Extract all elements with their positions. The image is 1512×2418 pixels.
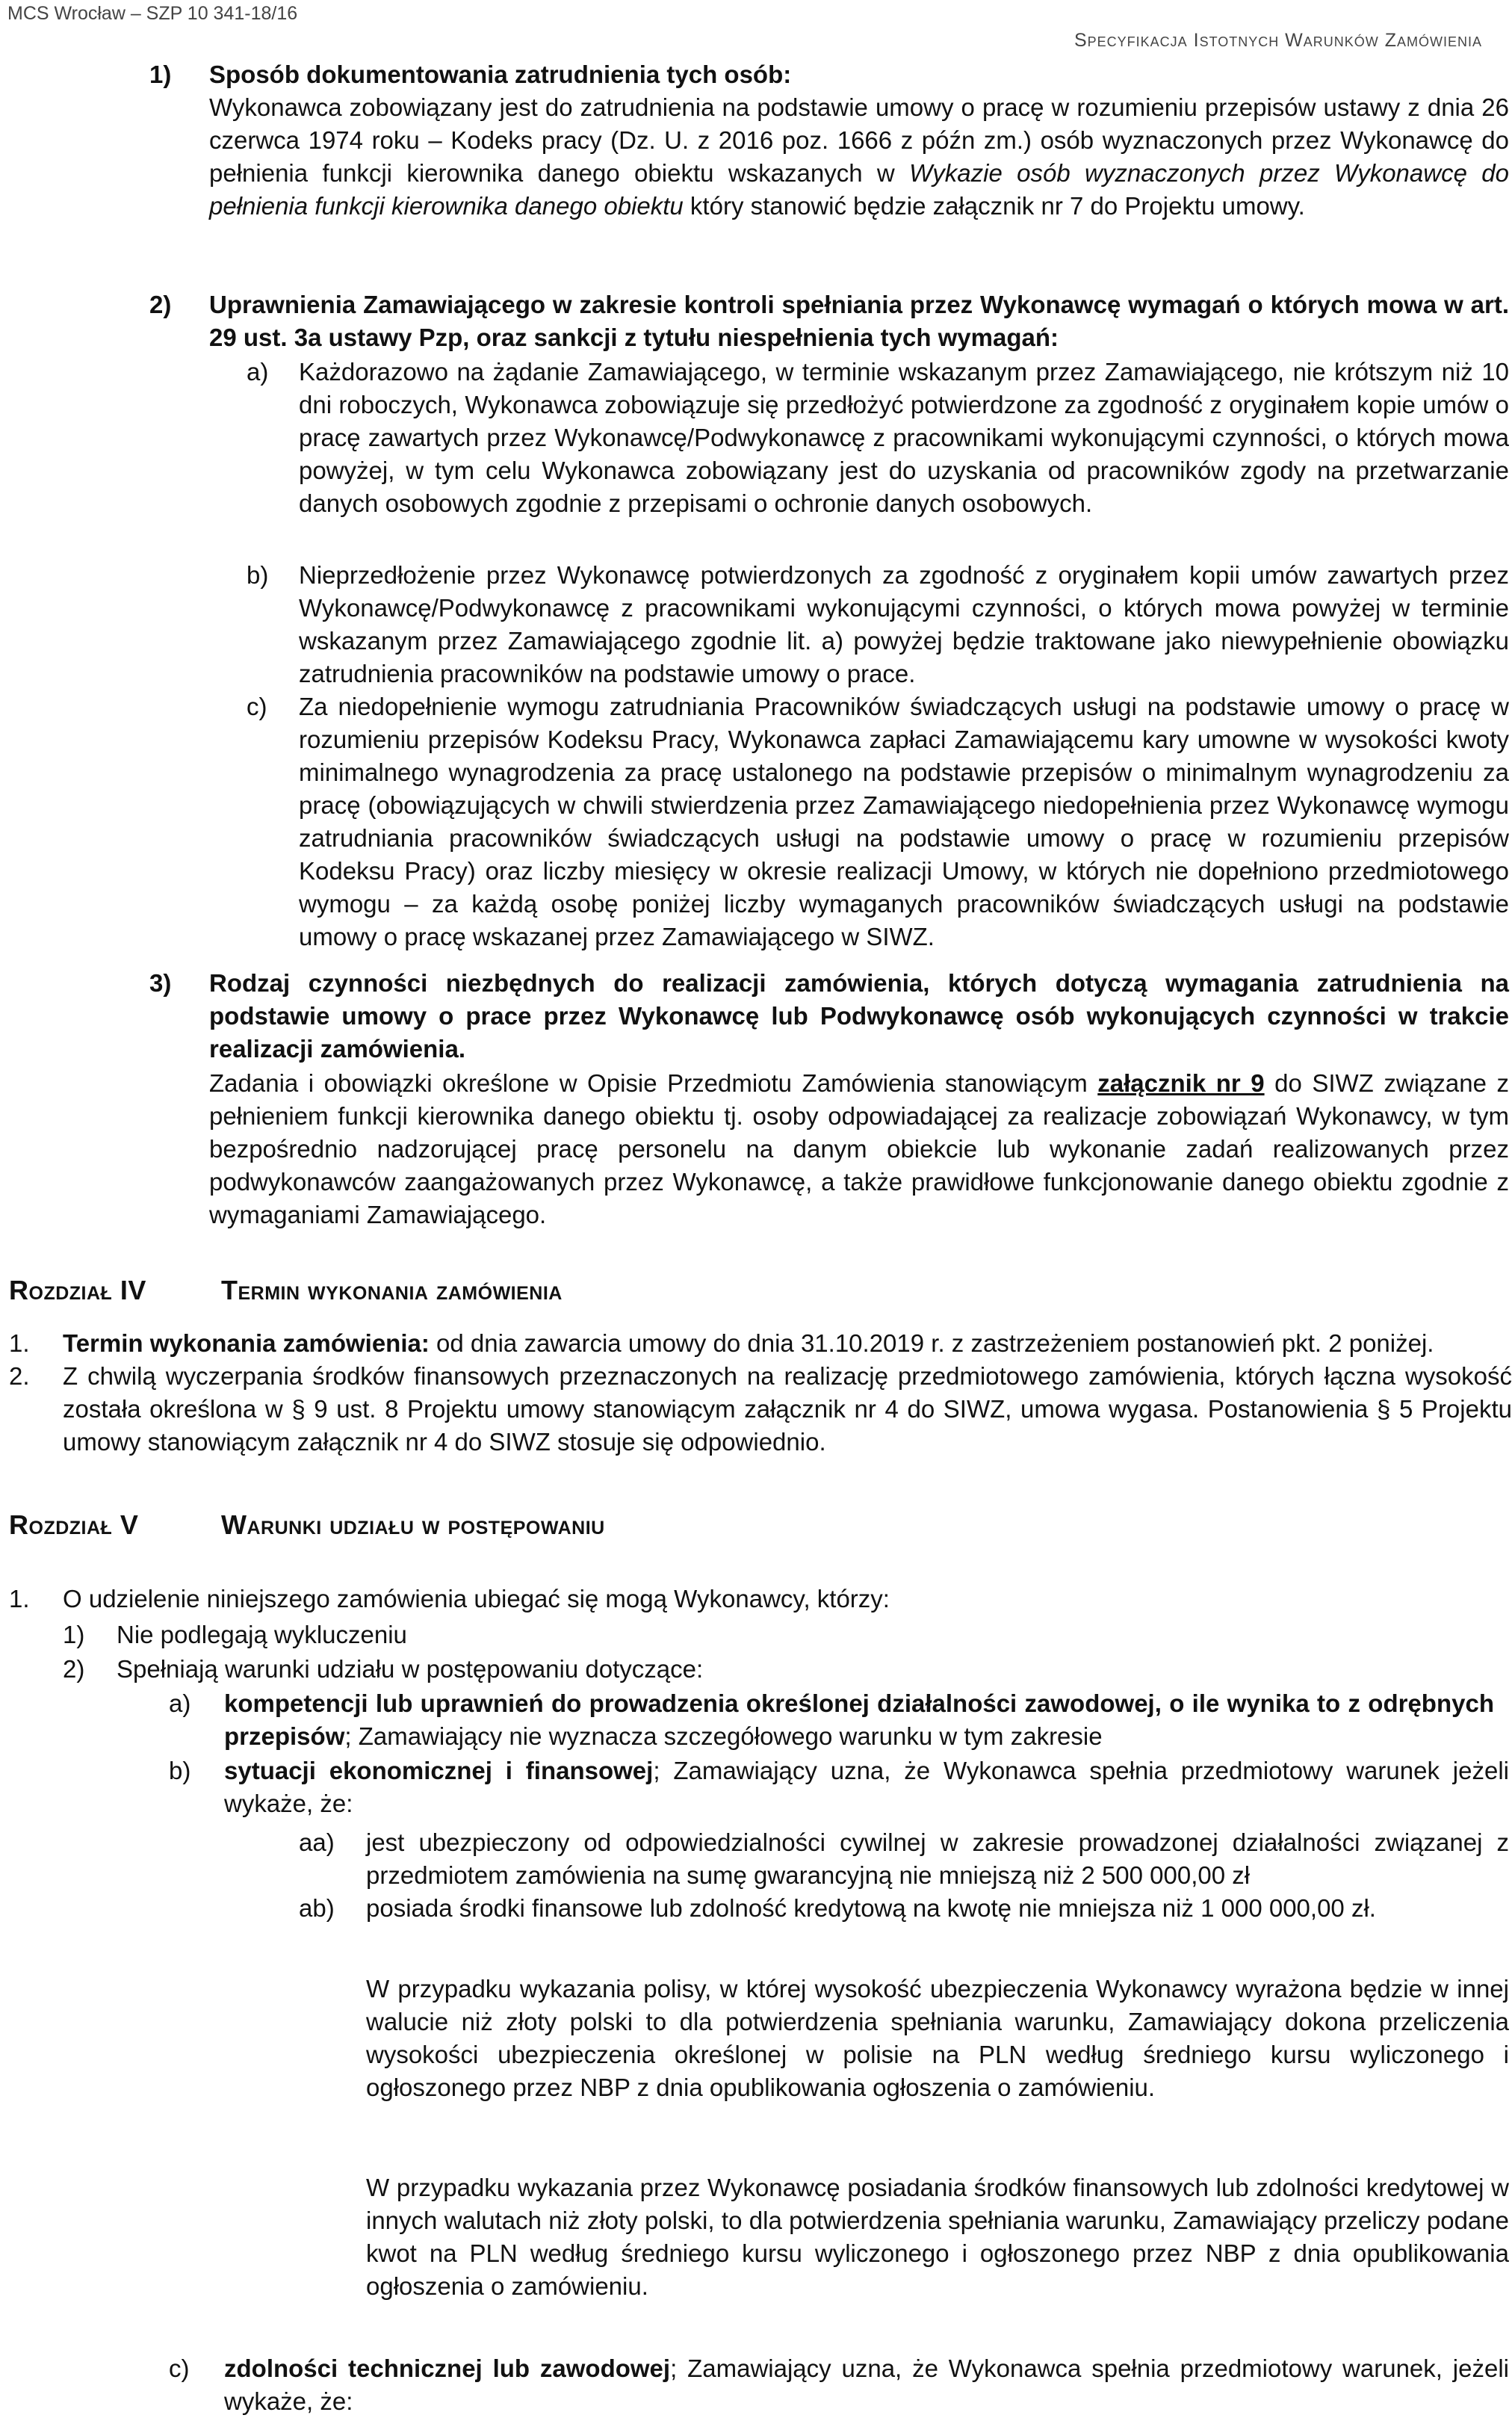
paragraph-text: do SIWZ związane z pełnieniem funkcji kierownika danego obiektu tj. osoby odpowiadającej za realizacje zobowiązań Wykonawcy, w tym bezpośrednio nadzorującej pracę personelu na danym obiekcie lub wykonanie zadań realizowanych przez podwykonawców zaangażowanych przez Wykonawcę, a także prawidłowe funkcjonowanie danego obiektu zgodnie z wymaganiami Zamawiającego.: [209, 1069, 1509, 1228]
paragraph-italic-text: Wykazie osób wyznaczonych przez Wykonawcę do pełnienia funkcji kierownika danego obiektu: [209, 159, 1509, 220]
chapter-label: Rozdział V: [9, 1509, 139, 1540]
sub-item-text: Każdorazowo na żądanie Zamawiającego, w terminie wskazanym przez Zamawiającego, nie krótszym niż 10 dni roboczych, Wykonawca zobowiązuje się przedłożyć potwierdzone za zgodność z oryginałem kopie umów o pracę zawartych przez Wykonawcę/Podwykonawcę z pracownikami wykonującymi czynności, o których mowa powyżej, w tym celu Wykonawca zobowiązany jest do uzyskania od pracowników zgody na przetwarzanie danych osobowych zgodnie z przepisami o ochronie danych osobowych.: [299, 358, 1509, 517]
sub-item-text: Za niedopełnienie wymogu zatrudniania Pracowników świadczących usługi na podstawie umowy o pracę w rozumieniu przepisów Kodeksu Pracy, Wykonawca zapłaci Zamawiającemu kary umowne w wysokości kwoty minimalnego wynagrodzenia za pracę ustalonego na podstawie przepisów o minimalnym wynagrodzeniu za pracę (obowiązujących w chwili stwierdzenia przez Zamawiającego niedopełnienia przez Wykonawcę wymogu zatrudniania pracowników świadczących usługi na podstawie umowy o pracę w rozumieniu przepisów Kodeksu Pracy) oraz liczby miesięcy w okresie realizacji Umowy, w których nie dopełniono przedmiotowego wymogu – za każdą osobę poniżej liczby wymaganych pracowników świadczących usługi na podstawie umowy o pracę wskazanej przez Zamawiającego w SIWZ.: [299, 693, 1509, 950]
item-number: 1): [149, 61, 172, 88]
condition-bold-text: sytuacji ekonomicznej i finansowej: [224, 1757, 654, 1784]
document-series-title: Specyfikacja Istotnych Warunków Zamówienia: [1073, 30, 1482, 51]
condition-letter: b): [169, 1757, 191, 1784]
condition-regular-text: ; Zamawiający uzna, że Wykonawca spełnia przedmiotowy warunek, jeżeli wykaże, że:: [224, 2354, 1509, 2415]
chapter-label: Rozdział IV: [9, 1275, 146, 1305]
sub-item-text: Spełniają warunki udziału w postępowaniu dotyczące:: [117, 1655, 704, 1683]
chapter-title: Warunki udziału w postępowaniu: [221, 1509, 605, 1540]
condition-text: [224, 1754, 1509, 1820]
sub-condition-number: ab): [299, 1894, 335, 1922]
document-reference: MCS Wrocław – SZP 10 341-18/16: [7, 3, 298, 24]
item-paragraph: [209, 91, 1509, 223]
paragraph-text: O udzielenie niniejszego zamówienia ubiegać się mogą Wykonawcy, którzy:: [63, 1585, 890, 1612]
item-title: Uprawnienia Zamawiającego w zakresie kontroli spełniania przez Wykonawcę wymagań o których mowa w art. 29 ust. 3a ustawy Pzp, oraz sankcji z tytułu niespełnienia tych wymagań:: [209, 291, 1509, 351]
item-number: 3): [149, 969, 172, 997]
paragraph-number: 2.: [9, 1362, 30, 1390]
paragraph: [63, 1327, 1512, 1360]
sub-condition-text: posiada środki finansowe lub zdolność kredytową na kwotę nie mniejsza niż 1 000 000,00 zł.: [366, 1894, 1376, 1922]
sub-item-letter: b): [247, 561, 269, 589]
condition-bold-text: zdolności technicznej lub zawodowej: [224, 2354, 671, 2382]
item-number: 2): [149, 291, 172, 318]
attachment-reference: załącznik nr 9: [1097, 1069, 1265, 1097]
condition-text: [224, 2352, 1509, 2418]
condition-text: [224, 1687, 1494, 1753]
paragraph-bold-text: Termin wykonania zamówienia:: [63, 1329, 430, 1357]
paragraph-number: 1.: [9, 1329, 30, 1357]
sub-item-text: Nie podlegają wykluczeniu: [117, 1621, 407, 1648]
paragraph-text: Zadania i obowiązki określone w Opisie Przedmiotu Zamówienia stanowiącym: [209, 1069, 1098, 1097]
paragraph-number: 1.: [9, 1585, 30, 1612]
sub-item-letter: a): [247, 358, 269, 386]
sub-item-text: Nieprzedłożenie przez Wykonawcę potwierdzonych za zgodność z oryginałem kopii umów zawartych przez Wykonawcę/Podwykonawcę z pracownikami wykonującymi czynności, o których mowa powyżej w terminie wskazanym przez Zamawiającego zgodnie lit. a) powyżej będzie traktowane jako niewypełnienie obowiązku zatrudnienia pracowników na podstawie umowy o prace.: [299, 561, 1509, 687]
paragraph-text: Wykonawca zobowiązany jest do zatrudnienia na podstawie umowy o pracę w rozumieniu przepisów ustawy z dnia 26 czerwca 1974 roku – Kodeks pracy (Dz. U. z 2016 poz. 1666 z późn zm.) osób wyznaczonych przez Wykonawcę do pełnienia funkcji kierownika danego obiektu wskazanych w: [209, 93, 1509, 187]
condition-letter: c): [169, 2354, 190, 2382]
item-paragraph: [209, 1067, 1509, 1231]
condition-bold-text: kompetencji lub uprawnień do prowadzenia określonej działalności zawodowej, o ile wynika to z odrębnych przepisów: [224, 1689, 1494, 1750]
paragraph-text: Z chwilą wyczerpania środków finansowych przeznaczonych na realizację przedmiotowego zamówienia, których łączna wysokość została określona w § 9 ust. 8 Projektu umowy stanowiącym załącznik nr 4 do SIWZ, umowa wygasa. Postanowienia § 5 Projektu umowy stanowiącym załącznik nr 4 do SIWZ stosuje się odpowiednio.: [63, 1362, 1512, 1456]
note-paragraph: W przypadku wykazania przez Wykonawcę posiadania środków finansowych lub zdolności kredytowej w innych walutach niż złoty polski, to dla potwierdzenia spełniania warunku, Zamawiający przeliczy podane kwot na PLN według średniego kursu wyliczonego i ogłoszonego przez NBP z dnia opublikowania ogłoszenia o zamówieniu.: [366, 2174, 1509, 2300]
sub-item-letter: c): [247, 693, 267, 720]
paragraph-text: od dnia zawarcia umowy do dnia 31.10.2019 r. z zastrzeżeniem postanowień pkt. 2 poniżej.: [429, 1329, 1434, 1357]
chapter-title: Termin wykonania zamówienia: [221, 1275, 563, 1305]
sub-item-number: 2): [63, 1655, 85, 1683]
condition-regular-text: ; Zamawiający uzna, że Wykonawca spełnia przedmiotowy warunek jeżeli wykaże, że:: [224, 1757, 1509, 1817]
paragraph-text: który stanowić będzie załącznik nr 7 do Projektu umowy.: [683, 192, 1305, 220]
sub-condition-number: aa): [299, 1828, 335, 1856]
sub-item-number: 1): [63, 1621, 85, 1648]
sub-condition-text: jest ubezpieczony od odpowiedzialności cywilnej w zakresie prowadzonej działalności związanej z przedmiotem zamówienia na sumę gwarancyjną nie mniejszą niż 2 500 000,00 zł: [366, 1828, 1509, 1889]
item-title: Sposób dokumentowania zatrudnienia tych osób:: [209, 61, 792, 88]
condition-letter: a): [169, 1689, 191, 1717]
note-paragraph: W przypadku wykazania polisy, w której wysokość ubezpieczenia Wykonawcy wyrażona będzie w innej walucie niż złoty polski to dla potwierdzenia spełniania warunku, Zamawiający dokona przeliczenia wysokości ubezpieczenia określonej w polisie na PLN według średniego kursu wyliczonego i ogłoszonego przez NBP z dnia opublikowania ogłoszenia o zamówieniu.: [366, 1975, 1509, 2101]
item-title: Rodzaj czynności niezbędnych do realizacji zamówienia, których dotyczą wymagania zatrudnienia na podstawie umowy o prace przez Wykonawcę lub Podwykonawcę osób wykonujących czynności w trakcie realizacji zamówienia.: [209, 969, 1509, 1063]
condition-regular-text: ; Zamawiający nie wyznacza szczegółowego warunku w tym zakresie: [344, 1722, 1103, 1750]
